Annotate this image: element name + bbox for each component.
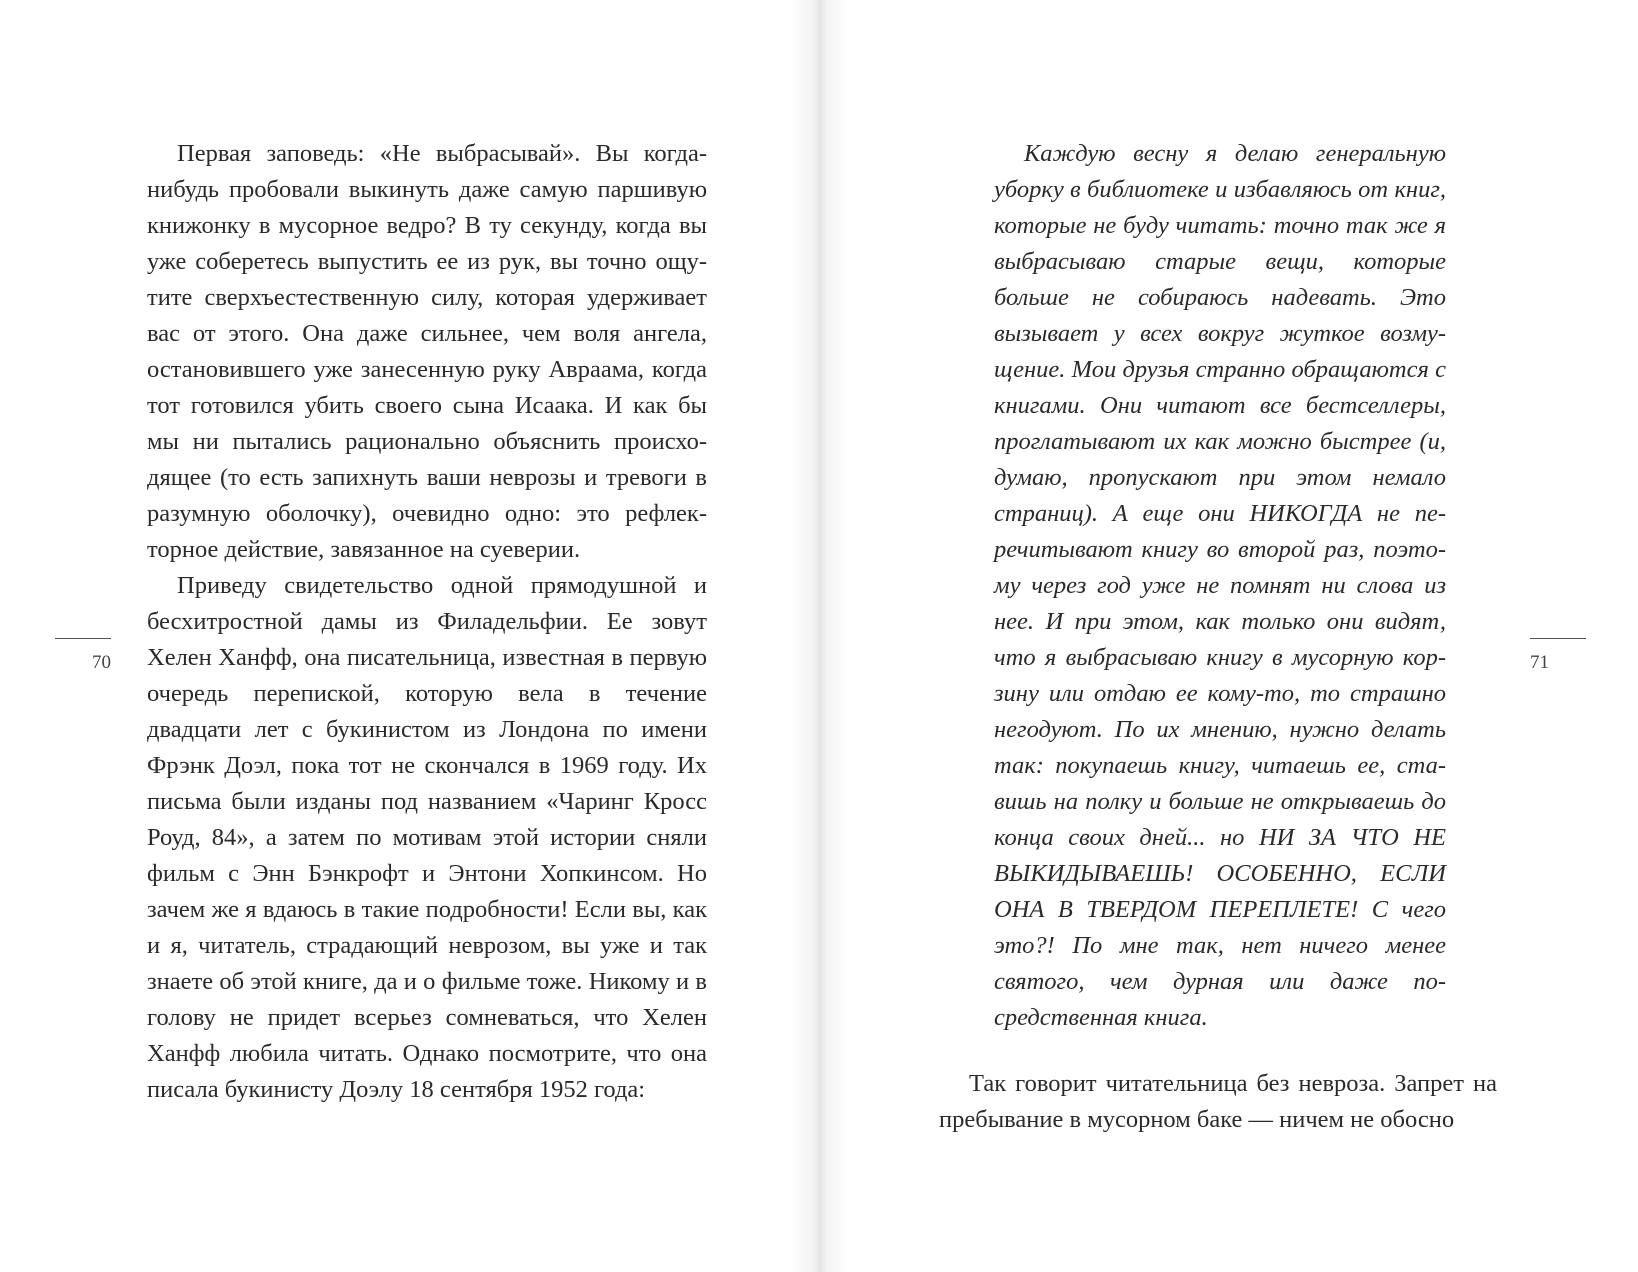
continuation-paragraph: Так говорит читательница без невроза. Запрет на пребывание в мусорном баке — ничем не обосно [939, 1070, 1497, 1133]
left-page-number: 70 [92, 652, 111, 673]
quote-paragraph: Каждую весну я делаю генеральную уборку в библиотеке и избавляюсь от книг, которые не буду читать: точно так же я выбрасываю старые вещи, которые больше не собираюсь надевать. Это вызывает у всех вокруг жуткое возмущение. Мои друзья странно обращаются с книгами. Они читают все бестселлеры, проглатывают их как можно быстрее (и, думаю, пропускают при этом немало страниц). А еще они НИКОГДА не перечитывают книгу во второй раз, поэтому через год уже не помнят ни слова из нее. И при этом, как только они видят, что я выбрасываю книгу в мусорную корзину или отдаю ее кому-то, то страшно негодуют. По их мнению, нужно делать так: покупаешь книгу, читаешь ее, ставишь на полку и больше не открываешь до конца своих дней... но НИ ЗА ЧТО НЕ ВЫКИДЫВАЕШЬ! ОСОБЕННО, ЕСЛИ ОНА В ТВЕРДОМ ПЕРЕПЛЕТЕ! С чего это?! По мне так, нет ничего менее святого, чем дурная или даже посредственная книга. [994, 140, 1446, 1031]
right-page-number: 71 [1530, 652, 1549, 673]
right-page-continuation [939, 1066, 1497, 1138]
left-paragraph-1: Первая заповедь: «Не выбрасывай». Вы когда-нибудь пробовали выкинуть даже самую паршивую книжонку в мусорное ведро? В ту секунду, когда вы уже соберетесь выпустить ее из рук, вы точно ощутите сверхъестественную силу, которая удерживает вас от этого. Она даже сильнее, чем воля ангела, остановившего уже занесенную руку Авраама, когда тот готовился убить своего сына Исаака. И как бы мы ни пытались рационально объяснить происходящее (то есть запихнуть ваши неврозы и тревоги в разумную оболочку), очевидно одно: это рефлекторное действие, завязанное на суеверии. [147, 140, 707, 563]
left-folio-rule [55, 638, 111, 639]
right-page-quote [994, 136, 1446, 1036]
right-folio-rule [1530, 638, 1586, 639]
left-page-body [147, 136, 707, 1108]
left-paragraph-2: Приведу свидетельство одной прямодушной и бесхитростной дамы из Филадельфии. Ее зовут Хелен Ханфф, она писательница, известная в первую очередь перепиской, которую вела в течение двадцати лет с букинистом из Лондона по имени Фрэнк Доэл, пока тот не скончался в 1969 году. Их письма были изданы под названием «Чаринг Кросс Роуд, 84», а затем по мотивам этой истории сняли фильм с Энн Бэнкрофт и Энтони Хопкинсом. Но зачем же я вдаюсь в такие подробности! Если вы, как и я, читатель, страдающий неврозом, вы уже и так знаете об этой книге, да и о фильме тоже. Никому и в голову не придет всерьез сомневаться, что Хелен Ханфф любила читать. Однако посмотрите, что она писала букинисту Доэлу 18 сентября 1952 года: [147, 572, 707, 1103]
